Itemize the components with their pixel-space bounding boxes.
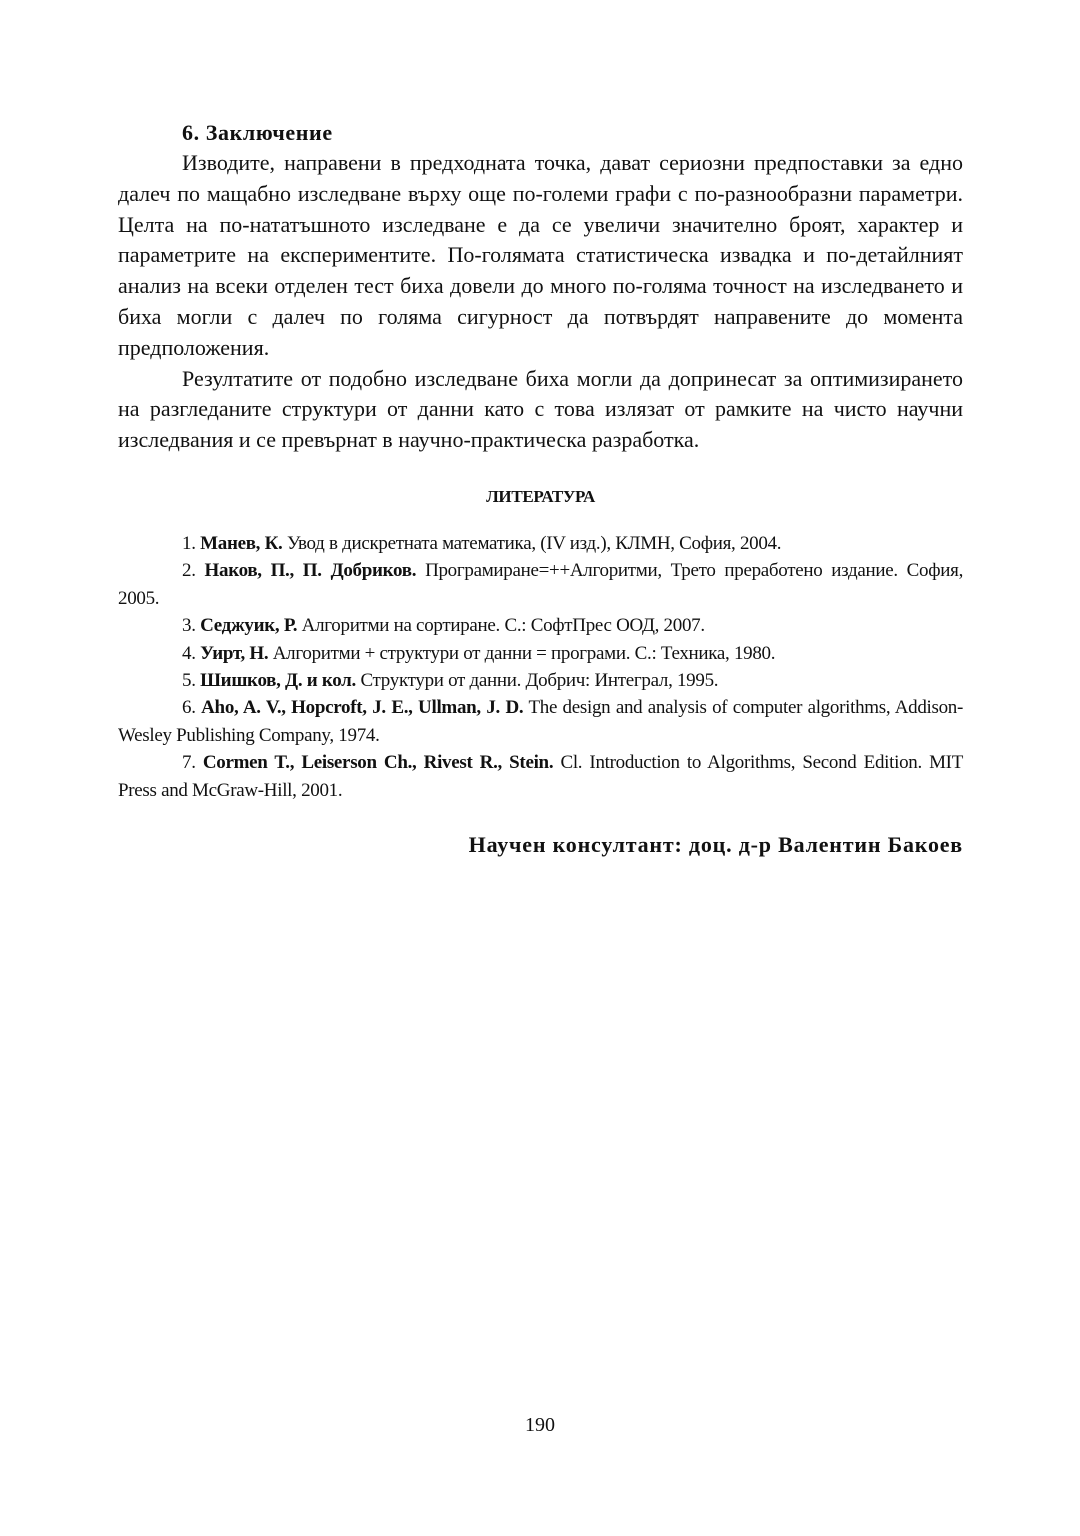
reference-authors: Уирт, Н. (200, 642, 269, 664)
reference-authors: Шишков, Д. и кол. (200, 670, 356, 691)
reference-text: Програмиране=++Алгоритми, Трето преработено издание. София, 2005. (118, 560, 964, 609)
references-list (118, 530, 963, 804)
reference-item (118, 530, 963, 557)
reference-authors: Манев, К. (200, 532, 283, 554)
reference-item (118, 667, 963, 694)
reference-authors: Aho, A. V., Hopcroft, J. E., Ullman, J. D. (201, 697, 524, 719)
page-number: 190 (525, 1414, 555, 1436)
reference-text: Алгоритми на сортиране. С.: СофтПрес ООД, 2007. (301, 615, 705, 637)
reference-authors: Cormen T., Leiserson Ch., Rivest R., Stein. (202, 752, 554, 774)
scientific-advisor-signature: Научен консултант: доц. д-р Валентин Бакоев (468, 832, 963, 858)
reference-authors: Седжуик, Р. (200, 615, 298, 637)
reference-number: 5. (182, 670, 196, 691)
page-content (118, 118, 963, 860)
section-heading: 6. Заключение (182, 120, 333, 145)
reference-item (118, 640, 963, 667)
reference-text: The design and analysis of computer algorithms, Addison-Wesley Publishing Company, 1974. (118, 697, 964, 746)
reference-text: Cl. Introduction to Algorithms, Second Edition. MIT Press and McGraw-Hill, 2001. (118, 752, 964, 801)
reference-number: 4. (182, 642, 196, 664)
reference-number: 3. (182, 615, 196, 637)
reference-authors: Наков, П., П. Добриков. (204, 560, 417, 582)
reference-item (118, 612, 963, 639)
reference-text: Структури от данни. Добрич: Интеграл, 1995. (360, 670, 719, 691)
reference-number: 6. (182, 697, 196, 719)
conclusion-paragraph-2: Резултатите от подобно изследване биха могли да допринесат за оптимизирането на разгледаните структури от данни като с това излязат от рамките на чисто научни изследвания и се превърнат в научно-практическа разработка. (118, 365, 963, 453)
reference-number: 1. (182, 532, 196, 554)
reference-item (118, 694, 963, 749)
reference-item (118, 557, 963, 612)
references-title: ЛИТЕРАТУРА (486, 486, 595, 506)
conclusion-paragraph-1: Изводите, направени в предходната точка, дават сериозни предпоставки за едно далеч по мащабно изследване върху още по-големи графи с по-разнообразни параметри. Целта на по-нататъшното изследване е да се увеличи значително броят, характер и параметрите на експериментите. По-голямата статистическа извадка и по-детайлният анализ на всеки отделен тест биха довели до много по-голяма точност на изследването и биха могли с далеч по голяма сигурност да потвърдят направените до момента предположения. (118, 150, 963, 360)
reference-text: Увод в дискретната математика, (IV изд.), КЛМН, София, 2004. (286, 532, 782, 554)
reference-text: Алгоритми + структури от данни = програми. С.: Техника, 1980. (272, 642, 776, 664)
reference-item (118, 749, 963, 804)
reference-number: 2. (182, 560, 196, 582)
reference-number: 7. (182, 752, 196, 774)
